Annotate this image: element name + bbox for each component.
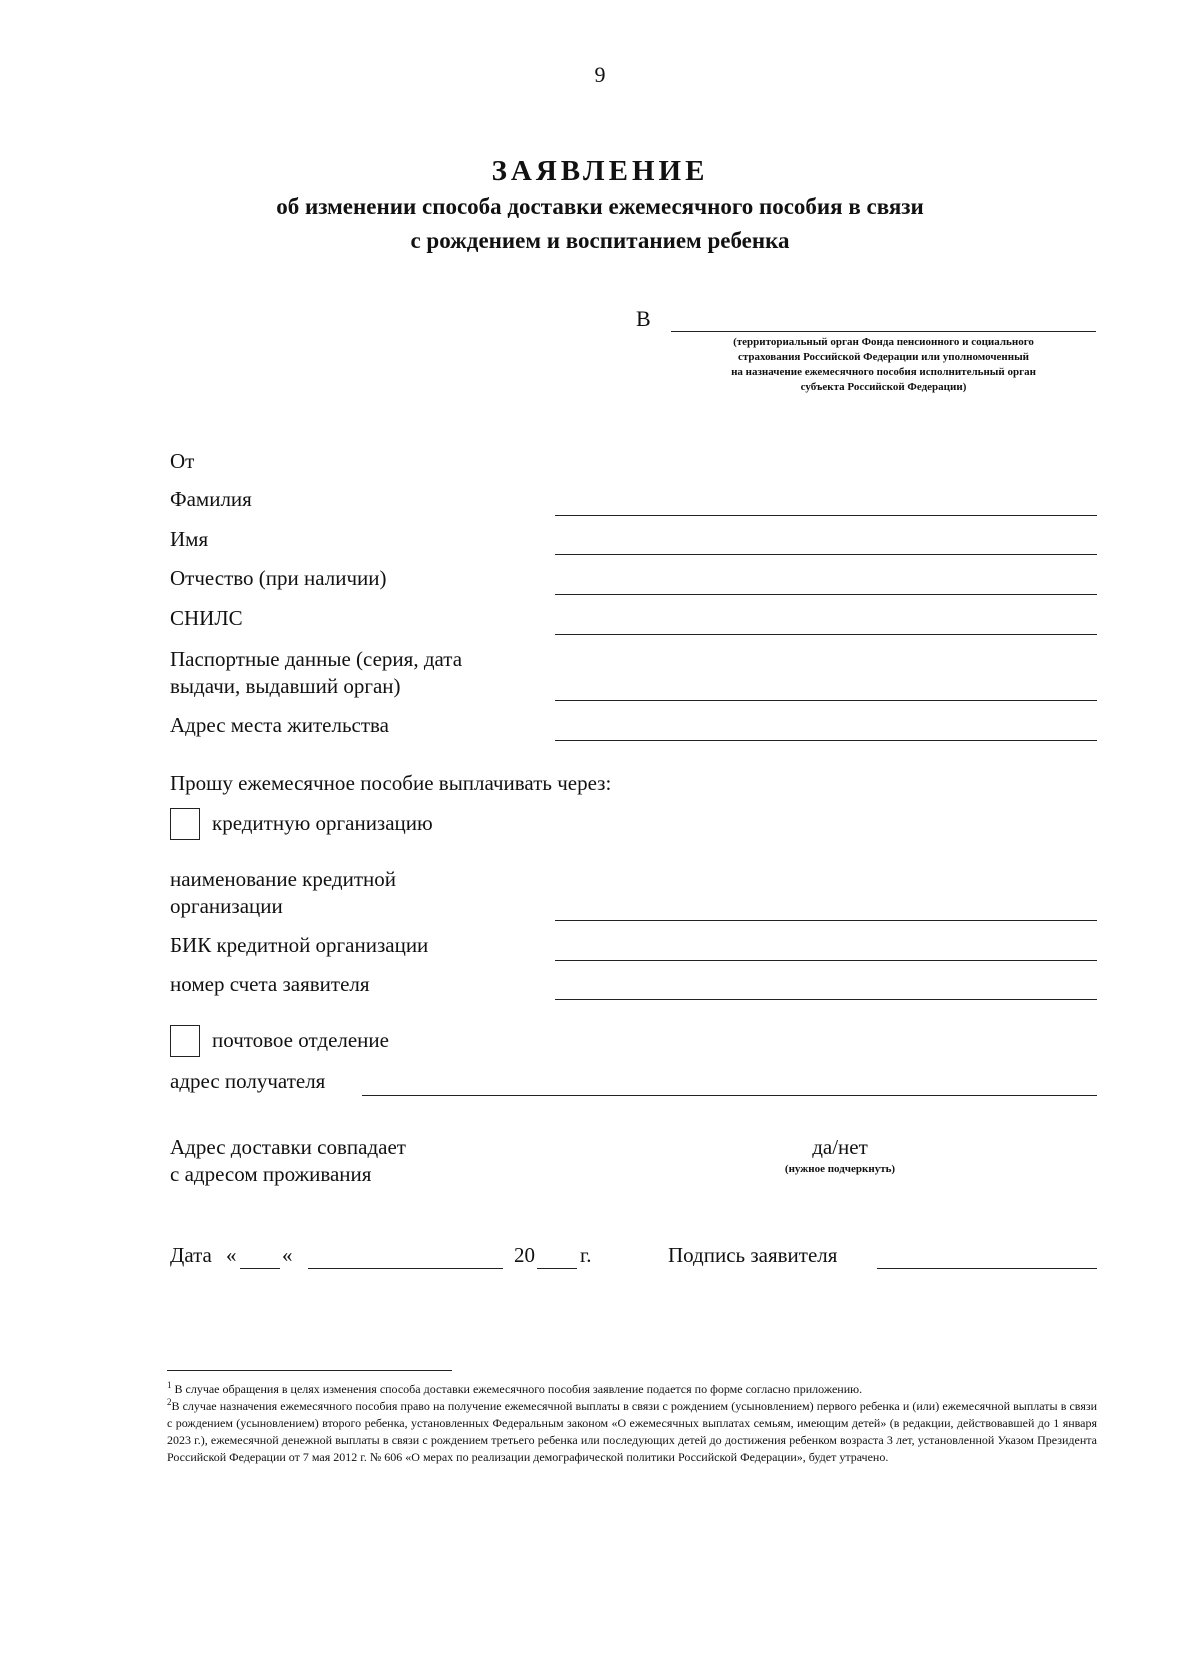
passport-label-line1: Паспортные данные (серия, дата [170,647,463,671]
payment-request-text: Прошу ежемесячное пособие выплачивать через: [170,771,612,795]
footnote-1-text: В случае обращения в целях изменения способа доставки ежемесячного пособия заявление подается по форме согласно приложению. [171,1382,863,1396]
document-title: ЗАЯВЛЕНИЕ [491,155,709,187]
footnote-2 [167,1398,1097,1466]
delivery-match-hint: (нужное подчеркнуть) [784,1163,896,1175]
date-year-prefix: 20 [514,1243,535,1267]
address-label: Адрес места жительства [170,713,389,737]
footnote-2-text: В случае назначения ежемесячного пособия право на получение ежемесячной выплаты в связи с рождением (усыновлением) первого ребенка и (или) ежемесячной выплаты в связи с рождением (усыновлением) второго ребенка, установленных Федеральным законом «О ежемесячных выплатах семьям, имеющим детей» (в редакции, действовавшей до 1 января 2023 г.), ежемесячной денежной выплаты в связи с рождением третьего ребенка или последующих детей до достижения ребенком возраста 3 лет, установленной Указом Президента Российской Федерации от 7 мая 2012 г. № 606 «О мерах по реализации демографической политики Российской Федерации», будет утрачено. [167,1399,1097,1464]
date-year-field[interactable] [537,1268,577,1269]
footnote-divider [167,1370,452,1371]
credit-organization-checkbox[interactable] [170,808,200,840]
signature-label: Подпись заявителя [668,1243,838,1267]
recipient-caption-line: субъекта Российской Федерации) [800,381,967,393]
recipient-field[interactable] [671,331,1096,332]
date-day-field[interactable] [240,1268,280,1269]
date-year-suffix: г. [580,1243,592,1267]
delivery-match-label-line2: с адресом проживания [170,1162,372,1186]
recipient-address-label: адрес получателя [170,1069,326,1093]
post-office-label: почтовое отделение [212,1028,389,1052]
bank-name-label-line2: организации [170,894,283,918]
footnote-2-mark: 2 [167,1397,172,1407]
date-quote-close: « [282,1243,293,1267]
delivery-match-answer[interactable]: да/нет [812,1135,868,1159]
recipient-address-field[interactable] [362,1095,1097,1096]
post-office-checkbox[interactable] [170,1025,200,1057]
recipient-caption [671,335,1096,395]
footnote-1-mark: 1 [167,1380,172,1390]
bik-label: БИК кредитной организации [170,933,429,957]
page-number: 9 [594,62,606,87]
credit-organization-label: кредитную организацию [212,811,433,835]
date-month-field[interactable] [308,1268,503,1269]
address-field[interactable] [555,740,1097,741]
bank-name-label-line1: наименование кредитной [170,867,396,891]
from-label: От [170,449,195,473]
document-subtitle-line2: с рождением и воспитанием ребенка [410,228,790,253]
recipient-caption-line: (территориальный орган Фонда пенсионного и социального [733,336,1034,348]
document-subtitle-line1: об изменении способа доставки ежемесячного пособия в связи [276,194,924,219]
patronymic-field[interactable] [555,594,1097,595]
name-field[interactable] [555,554,1097,555]
date-label: Дата [170,1243,212,1267]
name-label: Имя [170,527,209,551]
patronymic-label: Отчество (при наличии) [170,566,387,590]
footnote-1 [167,1381,1097,1398]
bik-field[interactable] [555,960,1097,961]
recipient-caption-line: страхования Российской Федерации или уполномоченный [737,351,1030,363]
recipient-caption-line: на назначение ежемесячного пособия исполнительный орган [731,366,1036,378]
passport-label-line2: выдачи, выдавший орган) [170,674,401,698]
date-quote-open: « [226,1243,237,1267]
snils-label: СНИЛС [170,606,243,630]
footnotes [167,1381,1097,1466]
account-number-field[interactable] [555,999,1097,1000]
surname-label: Фамилия [170,487,252,511]
surname-field[interactable] [555,515,1097,516]
passport-field[interactable] [555,700,1097,701]
account-number-label: номер счета заявителя [170,972,370,996]
delivery-match-label-line1: Адрес доставки совпадает [170,1135,406,1159]
signature-field[interactable] [877,1268,1097,1269]
recipient-prefix: В [636,306,651,331]
bank-name-field[interactable] [555,920,1097,921]
snils-field[interactable] [555,634,1097,635]
